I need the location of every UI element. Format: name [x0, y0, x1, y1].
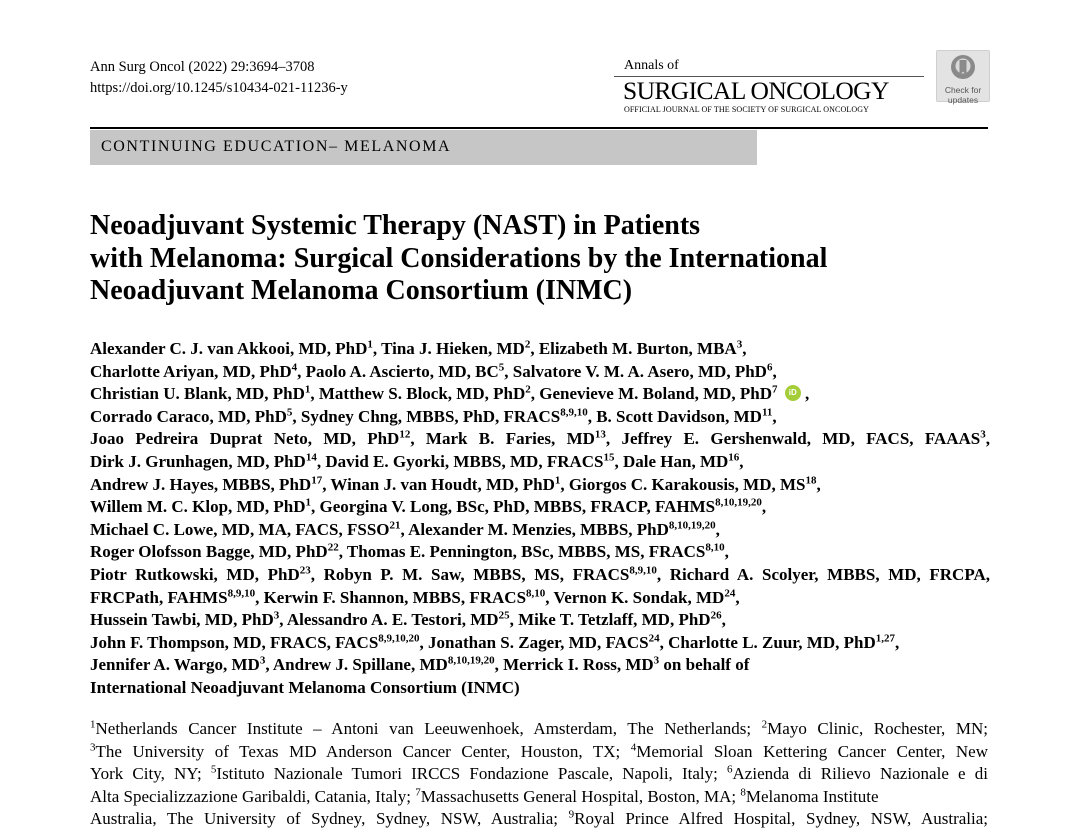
author-separator: ,: [400, 519, 409, 539]
author-line: [90, 428, 990, 451]
author-name: Georgina V. Long, BSc, PhD, MBBS, FRACP, FAHMS: [319, 497, 716, 517]
affiliation-text: The University of Texas MD Anderson Cancer Center, Houston, TX;: [95, 741, 631, 761]
author-separator: ,: [772, 361, 777, 381]
author-affiliation-number: 11: [761, 406, 773, 419]
author-separator: ,: [659, 632, 669, 652]
author-line: [90, 451, 990, 474]
affiliation-line: [90, 718, 988, 741]
author-affiliation-number: 2: [524, 338, 531, 351]
header-rule: [90, 127, 988, 129]
orcid-icon[interactable]: iD: [785, 385, 801, 401]
affiliation-list: [90, 718, 988, 831]
author-name: Sydney Chng, MBBS, PhD, FRACS: [300, 406, 561, 426]
affiliation-number: 7: [415, 786, 421, 799]
author-affiliation-number: 5: [286, 406, 293, 419]
author-affiliation-number: 3: [980, 428, 986, 441]
author-name: Winan J. van Houdt, MD, PhD: [330, 474, 555, 494]
affiliation-text: Memorial Sloan Kettering Cancer Center, New: [636, 741, 988, 761]
article-title: [90, 210, 990, 308]
affiliation-text: York City, NY;: [90, 764, 211, 784]
affiliation-text: Massachusetts General Hospital, Boston, MA;: [420, 786, 741, 806]
author-affiliation-number: 8,10: [705, 541, 725, 554]
journal-logo-subtitle: OFFICIAL JOURNAL OF THE SOCIETY OF SURGICAL ONCOLOGY: [624, 105, 869, 114]
author-name: Hussein Tawbi, MD, PhD: [90, 610, 274, 630]
journal-reference: Ann Surg Oncol (2022) 29:3694–3708: [90, 59, 315, 75]
author-separator: ,: [410, 429, 426, 449]
journal-logo: [614, 58, 924, 115]
author-name: Vernon K. Sondak, MD: [553, 587, 725, 607]
author-separator: ,: [816, 474, 821, 494]
author-affiliation-number: 8,10,19,20: [668, 519, 716, 532]
affiliation-text: Melanoma Institute: [745, 786, 879, 806]
author-name: Salvatore V. M. A. Asero, MD, PhD: [512, 361, 767, 381]
check-for-updates-line1: Check for: [944, 85, 982, 95]
author-separator: ,: [560, 474, 569, 494]
affiliation-line: [90, 741, 988, 764]
author-separator: ,: [739, 451, 744, 471]
author-line: [90, 383, 990, 406]
author-affiliation-number: 3: [653, 654, 660, 667]
author-separator: ,: [297, 361, 306, 381]
author-affiliation-number: 8,9,10,20: [378, 632, 420, 645]
author-affiliation-number: 1: [305, 496, 311, 509]
author-affiliation-number: 13: [594, 428, 606, 441]
author-name: Jeffrey E. Gershenwald, MD, FACS, FAAAS: [621, 429, 981, 449]
author-name: FRCPath, FAHMS: [90, 587, 228, 607]
author-name: Alexander C. J. van Akkooi, MD, PhD: [90, 339, 368, 358]
author-affiliation-number: 6: [766, 360, 773, 373]
author-name: Andrew J. Hayes, MBBS, PhD: [90, 474, 312, 494]
author-affiliation-number: 8,10,19,20: [715, 496, 762, 509]
affiliation-number: 5: [210, 763, 217, 776]
author-name: Jennifer A. Wargo, MD: [90, 655, 260, 675]
affiliation-line: [90, 808, 988, 831]
author-name: Thomas E. Pennington, BSc, MBBS, MS, FRACS: [346, 542, 706, 562]
author-line: [90, 474, 990, 497]
author-name: Genevieve M. Boland, MD, PhD: [539, 384, 773, 404]
author-name: Tina J. Hieken, MD: [381, 339, 525, 358]
author-name: Roger Olofsson Bagge, MD, PhD: [90, 542, 328, 562]
affiliation-text: Netherlands Cancer Institute – Antoni van Leeuwenhoek, Amsterdam, The Netherlands;: [95, 719, 762, 738]
author-affiliation-number: 22: [327, 541, 339, 554]
check-for-updates-button[interactable]: [936, 50, 990, 105]
author-separator: ,: [545, 587, 554, 607]
author-line: [90, 519, 990, 542]
author-separator: ,: [310, 384, 319, 404]
author-separator: ,: [372, 339, 382, 358]
author-separator: ,: [985, 429, 991, 449]
author-separator: ,: [656, 564, 670, 584]
author-affiliation-number: 4: [291, 360, 298, 373]
author-affiliation-number: 25: [498, 609, 510, 622]
author-separator: ,: [316, 451, 326, 471]
author-line: [90, 632, 990, 655]
author-name: Paolo A. Ascierto, MD, BC: [305, 361, 499, 381]
author-affiliation-number: 16: [728, 451, 740, 464]
author-separator: ,: [715, 519, 720, 539]
author-affiliation-number: 3: [273, 609, 280, 622]
author-affiliation-number: 15: [603, 451, 615, 464]
author-separator: ,: [530, 339, 539, 358]
article-citation: [90, 57, 348, 99]
affiliation-number: 1: [90, 718, 96, 731]
author-line: [90, 338, 990, 361]
author-name: Corrado Caraco, MD, PhD: [90, 406, 287, 426]
author-separator: ,: [772, 406, 777, 426]
section-label: CONTINUING EDUCATION– MELANOMA: [101, 138, 452, 155]
author-separator: ,: [735, 587, 740, 607]
author-affiliation-number: 8,9,10: [629, 564, 657, 577]
author-separator: ,: [614, 451, 623, 471]
affiliation-line: [90, 763, 988, 786]
affiliation-text: Alta Specializzazione Garibaldi, Catania, Italy;: [90, 786, 416, 806]
title-line: with Melanoma: Surgical Considerations by the International: [90, 242, 828, 274]
author-affiliation-number: 5: [498, 360, 505, 373]
affiliation-number: 6: [727, 763, 733, 776]
author-affiliation-number: 17: [311, 473, 323, 486]
author-line: [90, 406, 990, 429]
author-name: John F. Thompson, MD, FRACS, FACS: [90, 632, 379, 652]
author-separator: ,: [419, 632, 429, 652]
author-line: [90, 496, 990, 519]
doi-link[interactable]: https://doi.org/10.1245/s10434-021-11236-y: [90, 80, 348, 96]
author-name: Matthew S. Block, MD, PhD: [318, 384, 526, 404]
author-affiliation-number: 18: [805, 473, 817, 486]
affiliation-number: 3: [90, 740, 96, 753]
author-name: B. Scott Davidson, MD: [596, 406, 762, 426]
author-name: Piotr Rutkowski, MD, PhD: [90, 564, 300, 584]
author-name: Dale Han, MD: [623, 451, 729, 471]
author-affiliation-number: 14: [305, 451, 317, 464]
author-name: Mark B. Faries, MD: [425, 429, 595, 449]
author-separator: ,: [530, 384, 540, 404]
author-name: Charlotte L. Zuur, MD, PhD: [668, 632, 876, 652]
author-separator: ,: [338, 542, 347, 562]
author-separator: ,: [310, 564, 324, 584]
author-affiliation-number: 24: [648, 632, 660, 645]
author-separator: ,: [279, 610, 287, 630]
author-affiliation-number: 24: [724, 586, 736, 599]
affiliation-text: Mayo Clinic, Rochester, MN;: [767, 719, 988, 738]
author-separator: ,: [605, 429, 622, 449]
author-affiliation-number: 3: [736, 338, 743, 351]
author-separator: ,: [894, 632, 900, 652]
author-separator: ,: [265, 655, 273, 675]
author-separator: ,: [724, 542, 729, 562]
author-name: Christian U. Blank, MD, PhD: [90, 384, 305, 404]
author-list: [90, 338, 990, 700]
author-affiliation-number: 8,9,10: [227, 586, 256, 599]
affiliation-text: Australia, The University of Sydney, Sydney, NSW, Australia;: [90, 809, 569, 829]
author-separator: ,: [255, 587, 264, 607]
author-affiliation-number: 7: [772, 383, 778, 396]
author-name: Alessandro A. E. Testori, MD: [286, 610, 499, 630]
author-affiliation-number: 2: [525, 383, 531, 396]
crossmark-icon: [950, 54, 976, 80]
author-name: Joao Pedreira Duprat Neto, MD, PhD: [90, 429, 400, 449]
author-name: Richard A. Scolyer, MBBS, MD, FRCPA,: [669, 564, 990, 584]
affiliation-number: 2: [761, 718, 768, 731]
author-name: Giorgos C. Karakousis, MD, MS: [568, 474, 806, 494]
author-affiliation-number: 1: [367, 338, 373, 351]
author-separator: ,: [761, 497, 767, 517]
affiliation-text: Istituto Nazionale Tumori IRCCS Fondazione Pascale, Napoli, Italy;: [216, 764, 728, 784]
author-line: [90, 677, 990, 700]
affiliation-line: [90, 786, 988, 809]
author-name: Elizabeth M. Burton, MBA: [538, 339, 737, 358]
author-affiliation-number: 23: [299, 564, 311, 577]
author-line: [90, 564, 990, 587]
author-name: David E. Gyorki, MBBS, MD, FRACS: [325, 451, 604, 471]
author-name: Alexander M. Menzies, MBBS, PhD: [408, 519, 669, 539]
author-separator: ,: [322, 474, 331, 494]
author-name: Kerwin F. Shannon, MBBS, FRACS: [263, 587, 527, 607]
author-name: Jonathan S. Zager, MD, FACS: [428, 632, 649, 652]
author-affiliation-number: 26: [710, 609, 722, 622]
journal-logo-name: SURGICAL ONCOLOGY: [623, 76, 889, 105]
author-line: [90, 654, 990, 677]
author-affiliation-number: 8,9,10: [560, 406, 588, 419]
author-name: International Neoadjuvant Melanoma Consortium (INMC): [90, 677, 520, 697]
author-separator: ,: [587, 406, 597, 426]
author-affiliation-number: 21: [389, 519, 401, 532]
author-separator: ,: [504, 361, 513, 381]
journal-logo-prefix: Annals of: [624, 58, 679, 73]
author-separator: ,: [494, 655, 504, 675]
author-affiliation-number: 12: [399, 428, 411, 441]
affiliation-number: 9: [568, 808, 575, 821]
author-separator: ,: [310, 497, 320, 517]
author-line: [90, 609, 990, 632]
affiliation-number: 8: [740, 786, 746, 799]
author-affiliation-number: 1: [554, 473, 561, 486]
author-line: [90, 361, 990, 384]
author-separator: ,: [805, 384, 810, 404]
author-name: Dirk J. Grunhagen, MD, PhD: [90, 451, 306, 471]
author-affiliation-number: 1,27: [875, 632, 895, 645]
check-for-updates-line2: updates: [947, 95, 979, 105]
affiliation-text: Azienda di Rilievo Nazionale e di: [732, 764, 988, 784]
title-line: Neoadjuvant Systemic Therapy (NAST) in Patients: [90, 210, 701, 241]
author-line: [90, 541, 990, 564]
author-name: Michael C. Lowe, MD, MA, FACS, FSSO: [90, 519, 390, 539]
author-name: Andrew J. Spillane, MD: [272, 655, 448, 675]
author-affiliation-number: 1: [304, 383, 311, 396]
author-affiliation-number: 3: [259, 654, 266, 667]
author-separator: ,: [742, 339, 747, 358]
author-line: [90, 587, 990, 610]
section-banner: [90, 130, 757, 165]
author-name: Charlotte Ariyan, MD, PhD: [90, 361, 292, 381]
title-line: Neoadjuvant Melanoma Consortium (INMC): [90, 275, 633, 306]
author-affiliation-number: 8,10: [526, 586, 546, 599]
author-separator: ,: [292, 406, 301, 426]
author-separator: ,: [509, 610, 519, 630]
author-name: Merrick I. Ross, MD: [503, 655, 654, 675]
author-name: Mike T. Tetzlaff, MD, PhD: [518, 610, 711, 630]
author-name: Willem M. C. Klop, MD, PhD: [90, 497, 306, 517]
author-affiliation-number: 8,10,19,20: [447, 654, 495, 667]
affiliation-number: 4: [630, 740, 637, 753]
affiliation-text: Royal Prince Alfred Hospital, Sydney, NSW, Australia;: [574, 809, 988, 829]
author-separator: ,: [721, 610, 726, 630]
author-separator: on behalf of: [659, 655, 750, 675]
author-name: Robyn P. M. Saw, MBBS, MS, FRACS: [323, 564, 630, 584]
